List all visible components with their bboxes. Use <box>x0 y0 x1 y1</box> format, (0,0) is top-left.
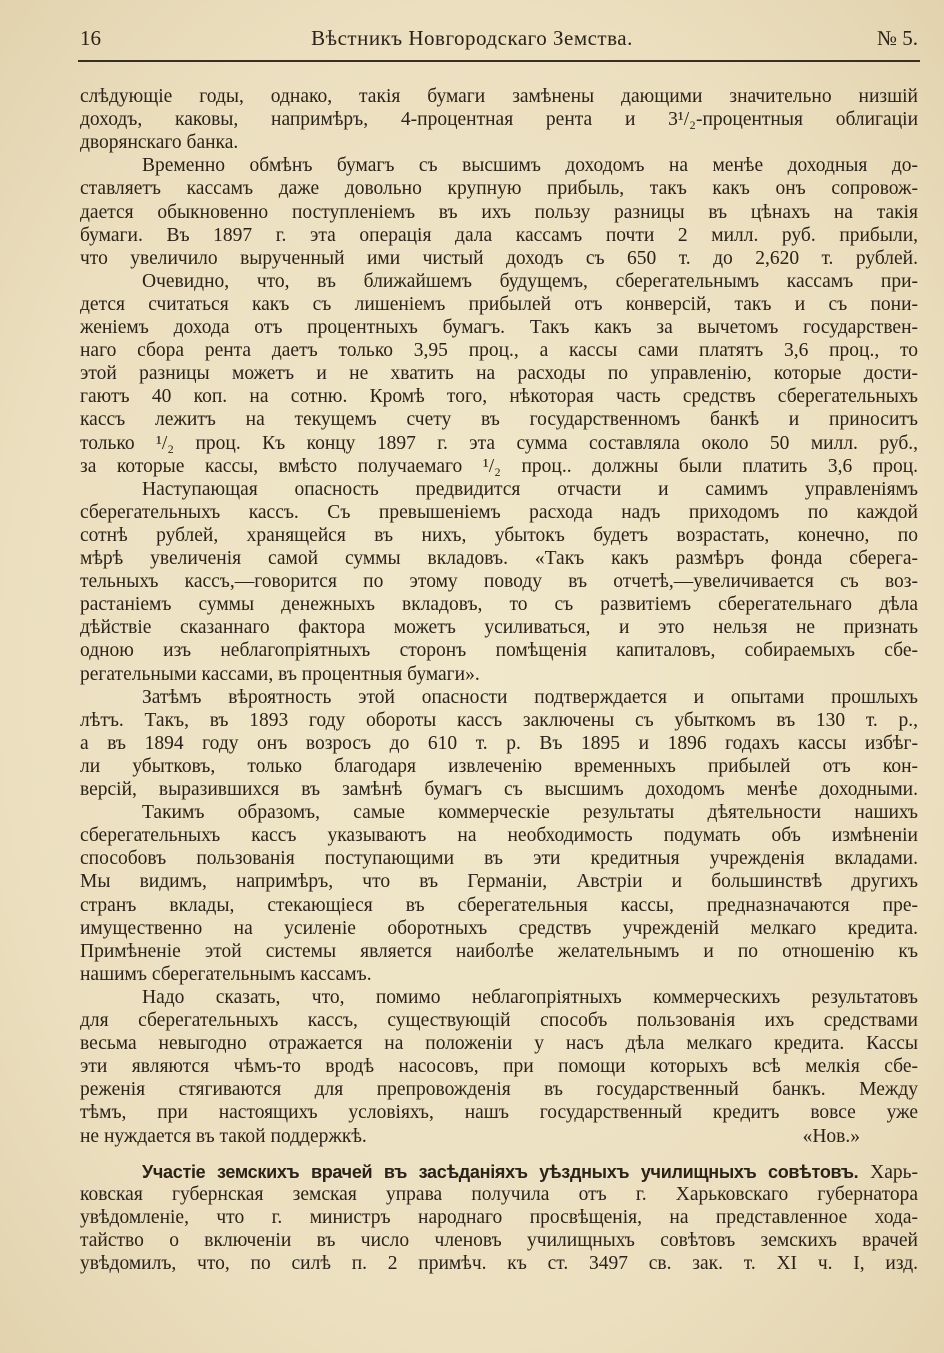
text-line <box>80 1253 918 1275</box>
text-line <box>80 294 918 316</box>
text-line <box>80 987 918 1009</box>
text-line <box>80 225 918 247</box>
line-text: реженія стягиваются для препровожденія въ государственный банкъ. Между <box>80 1079 918 1101</box>
text-line <box>80 825 918 847</box>
text-line <box>80 317 918 339</box>
line-text: дворянскаго банка. <box>80 132 239 154</box>
line-text: Очевидно, что, въ ближайшемъ будущемъ, сберегательнымъ кассамъ при- <box>142 270 918 292</box>
line-text: тайство о включеніи въ число членовъ училищныхъ совѣтовъ земскихъ врачей <box>80 1229 918 1251</box>
text-line <box>80 918 918 940</box>
text-line <box>80 664 918 686</box>
line-text: что увеличило вырученный ими чистый доходъ съ 650 т. до 2,620 т. рублей. <box>80 247 918 269</box>
text-line <box>80 433 918 455</box>
text-line <box>80 132 918 154</box>
line-text: Затѣмъ вѣроятность этой опасности подтверждается и опытами прошлыхъ <box>142 686 918 708</box>
section-heading-line <box>80 1161 918 1184</box>
text-line <box>80 340 918 362</box>
line-text: ли убытковъ, только благодаря извлеченію временныхъ прибылей отъ кон- <box>80 755 918 777</box>
text-line <box>80 525 918 547</box>
text-line <box>80 779 918 801</box>
text-line <box>80 871 918 893</box>
line-text: за которые кассы, вмѣсто получаемаго ¹/₂ проц.. должны были платить 3,6 проц. <box>80 455 918 477</box>
text-line <box>80 1079 918 1101</box>
text-line <box>80 178 918 200</box>
page-number: 16 <box>80 26 101 50</box>
line-text: сотнѣ рублей, хранящейся въ нихъ, убытокъ будетъ возрастать, конечно, по <box>80 524 918 546</box>
line-text: женіемъ дохода отъ процентныхъ бумагъ. Такъ какъ за вычетомъ государствен- <box>80 317 918 338</box>
text-line <box>80 248 918 270</box>
journal-title: Вѣстникъ Новгородскаго Земства. <box>311 26 633 50</box>
text-line <box>80 502 918 524</box>
line-text: этой разницы можетъ и не хватить на расходы по управленію, которые дости- <box>80 363 918 385</box>
text-line <box>80 1010 918 1032</box>
line-text: эти являются чѣмъ-то вродѣ насосовъ, при помощи которыхъ всѣ мелкія сбе- <box>80 1056 918 1078</box>
text-line <box>80 1184 918 1206</box>
text-line <box>80 479 918 501</box>
line-text: а въ 1894 году онъ возросъ до 610 т. р. Въ 1895 и 1896 годахъ кассы избѣг- <box>80 732 918 754</box>
line-text: кассъ лежитъ на текущемъ счету въ государственномъ банкѣ и приноситъ <box>80 409 918 431</box>
text-line <box>80 271 918 293</box>
line-text: дается обыкновенно поступленіемъ въ ихъ пользу разницы въ цѣнахъ на такія <box>80 201 918 223</box>
text-line <box>80 548 918 570</box>
text-line <box>80 964 918 986</box>
line-text: доходъ, каковы, напримѣръ, 4-процентная рента и 3¹/₂-процентныя облигаціи <box>80 109 918 131</box>
text-line <box>80 733 918 755</box>
line-text: бумаги. Въ 1897 г. эта операція дала кассамъ почти 2 милл. руб. прибыли, <box>80 224 918 246</box>
line-text: дѣйствіе сказаннаго фактора можетъ усиливаться, и это нельзя не признать <box>80 617 918 639</box>
line-text: тельныхъ кассъ,—говорится по этому поводу въ отчетѣ,—увеличивается съ воз- <box>80 571 918 593</box>
line-text: Примѣненіе этой системы является наиболѣе желательнымъ и по отношенію къ <box>80 940 918 962</box>
line-text: способовъ пользованія поступающими въ эти кредитныя учрежденія вкладами. <box>80 848 918 870</box>
text-line <box>80 456 918 478</box>
line-text: одною изъ неблагопріятныхъ сторонъ помѣщенія капиталовъ, собираемыхъ сбе- <box>80 640 918 662</box>
text-line <box>80 802 918 824</box>
line-text: мѣрѣ увеличенія самой суммы вкладовъ. «Такъ какъ размѣръ фонда сберега- <box>80 548 918 569</box>
line-text: ставляетъ кассамъ даже довольно крупную прибыль, такъ какъ онъ сопровож- <box>80 178 918 200</box>
line-text: для сберегательныхъ кассъ, существующій способъ пользованія ихъ средствами <box>80 1010 918 1031</box>
text-line <box>80 1126 918 1148</box>
text-line <box>80 86 918 108</box>
text-line <box>80 756 918 778</box>
text-line <box>80 386 918 408</box>
section-heading: Участіе земскихъ врачей въ засѣданіяхъ уѣздныхъ училищныхъ совѣтовъ. <box>142 1161 859 1182</box>
text-line <box>80 571 918 593</box>
text-line <box>80 640 918 662</box>
text-line <box>80 409 918 431</box>
line-text: не нуждается въ такой поддержкѣ. <box>80 1125 367 1147</box>
text-line <box>80 687 918 709</box>
line-text: ковская губернская земская управа получила отъ г. Харьковскаго губернатора <box>80 1183 918 1205</box>
text-line <box>80 594 918 616</box>
line-text: только ¹/₂ проц. Къ концу 1897 г. эта сумма составляла около 50 милл. руб., <box>80 432 918 454</box>
line-text: наго сбора рента даетъ только 3,95 проц., а кассы сами платятъ 3,6 проц., то <box>80 340 918 362</box>
line-text: странъ вклады, стекающіеся въ сберегательныя кассы, предназначаются пре- <box>80 894 918 916</box>
line-text: имущественно на усиленіе оборотныхъ средствъ учрежденій мелкаго кредита. <box>80 917 918 939</box>
text-line <box>80 941 918 963</box>
text-line <box>80 1056 918 1078</box>
line-text: увѣдомилъ, что, по силѣ п. 2 примѣч. къ ст. 3497 св. зак. т. XI ч. I, изд. <box>80 1253 918 1274</box>
text-line <box>80 109 918 131</box>
line-text: весьма невыгодно отражается на положеніи у насъ дѣла мелкаго кредита. Кассы <box>80 1033 918 1055</box>
line-text: растаніемъ суммы денежныхъ вкладовъ, то съ развитіемъ сберегательнаго дѣла <box>80 594 918 616</box>
line-text: сберегательныхъ кассъ. Съ превышеніемъ расхода надъ приходомъ по каждой <box>80 501 918 523</box>
line-text: Наступающая опасность предвидится отчасти и самимъ управленіямъ <box>142 478 918 500</box>
line-text: Временно обмѣнъ бумагъ съ высшимъ доходомъ на менѣе доходныя до- <box>142 155 918 177</box>
line-text: Мы видимъ, напримѣръ, что въ Германіи, Австріи и большинствѣ другихъ <box>80 871 918 893</box>
text-line <box>80 155 918 177</box>
text-line <box>80 363 918 385</box>
line-text: регательными кассами, въ процентныя бумаги». <box>80 663 480 685</box>
line-text: Надо сказать, что, помимо неблагопріятныхъ коммерческихъ результатовъ <box>142 986 918 1008</box>
line-text: сберегательныхъ кассъ указываютъ на необходимость подумать объ измѣненіи <box>80 825 918 847</box>
text-line <box>80 1033 918 1055</box>
line-text: увѣдомленіе, что г. министръ народнаго просвѣщенія, на представленное хода- <box>80 1206 918 1228</box>
text-line <box>80 1207 918 1229</box>
text-line <box>80 895 918 917</box>
text-line <box>80 848 918 870</box>
text-line <box>80 710 918 732</box>
line-text: слѣдующіе годы, однако, такія бумаги замѣнены дающими значительно низшій <box>80 86 918 107</box>
issue-number: № 5. <box>876 26 918 50</box>
line-text: гаютъ 40 коп. на сотню. Кромѣ того, нѣкоторая часть средствъ сберегательныхъ <box>80 386 918 408</box>
line-text: лѣтъ. Такъ, въ 1893 году обороты кассъ заключены съ убыткомъ въ 130 т. р., <box>80 709 918 731</box>
text-line <box>80 1230 918 1252</box>
text-line <box>80 202 918 224</box>
line-text: Харь- <box>858 1161 918 1183</box>
source-signature: «Нов.» <box>802 1125 860 1147</box>
line-text: версій, выразившихся въ замѣнѣ бумагъ съ высшимъ доходомъ менѣе доходными. <box>80 779 918 800</box>
line-text: тѣмъ, при настоящихъ условіяхъ, нашъ государственный кредитъ вовсе уже <box>80 1102 918 1124</box>
line-text: дется считаться какъ съ лишеніемъ прибылей отъ конверсій, такъ и съ пони- <box>80 293 918 315</box>
text-line <box>80 1102 918 1124</box>
header-rule <box>78 60 920 62</box>
text-line <box>80 617 918 639</box>
line-text: Такимъ образомъ, самые коммерческіе результаты дѣятельности нашихъ <box>142 802 918 824</box>
line-text: нашимъ сберегательнымъ кассамъ. <box>80 963 372 985</box>
